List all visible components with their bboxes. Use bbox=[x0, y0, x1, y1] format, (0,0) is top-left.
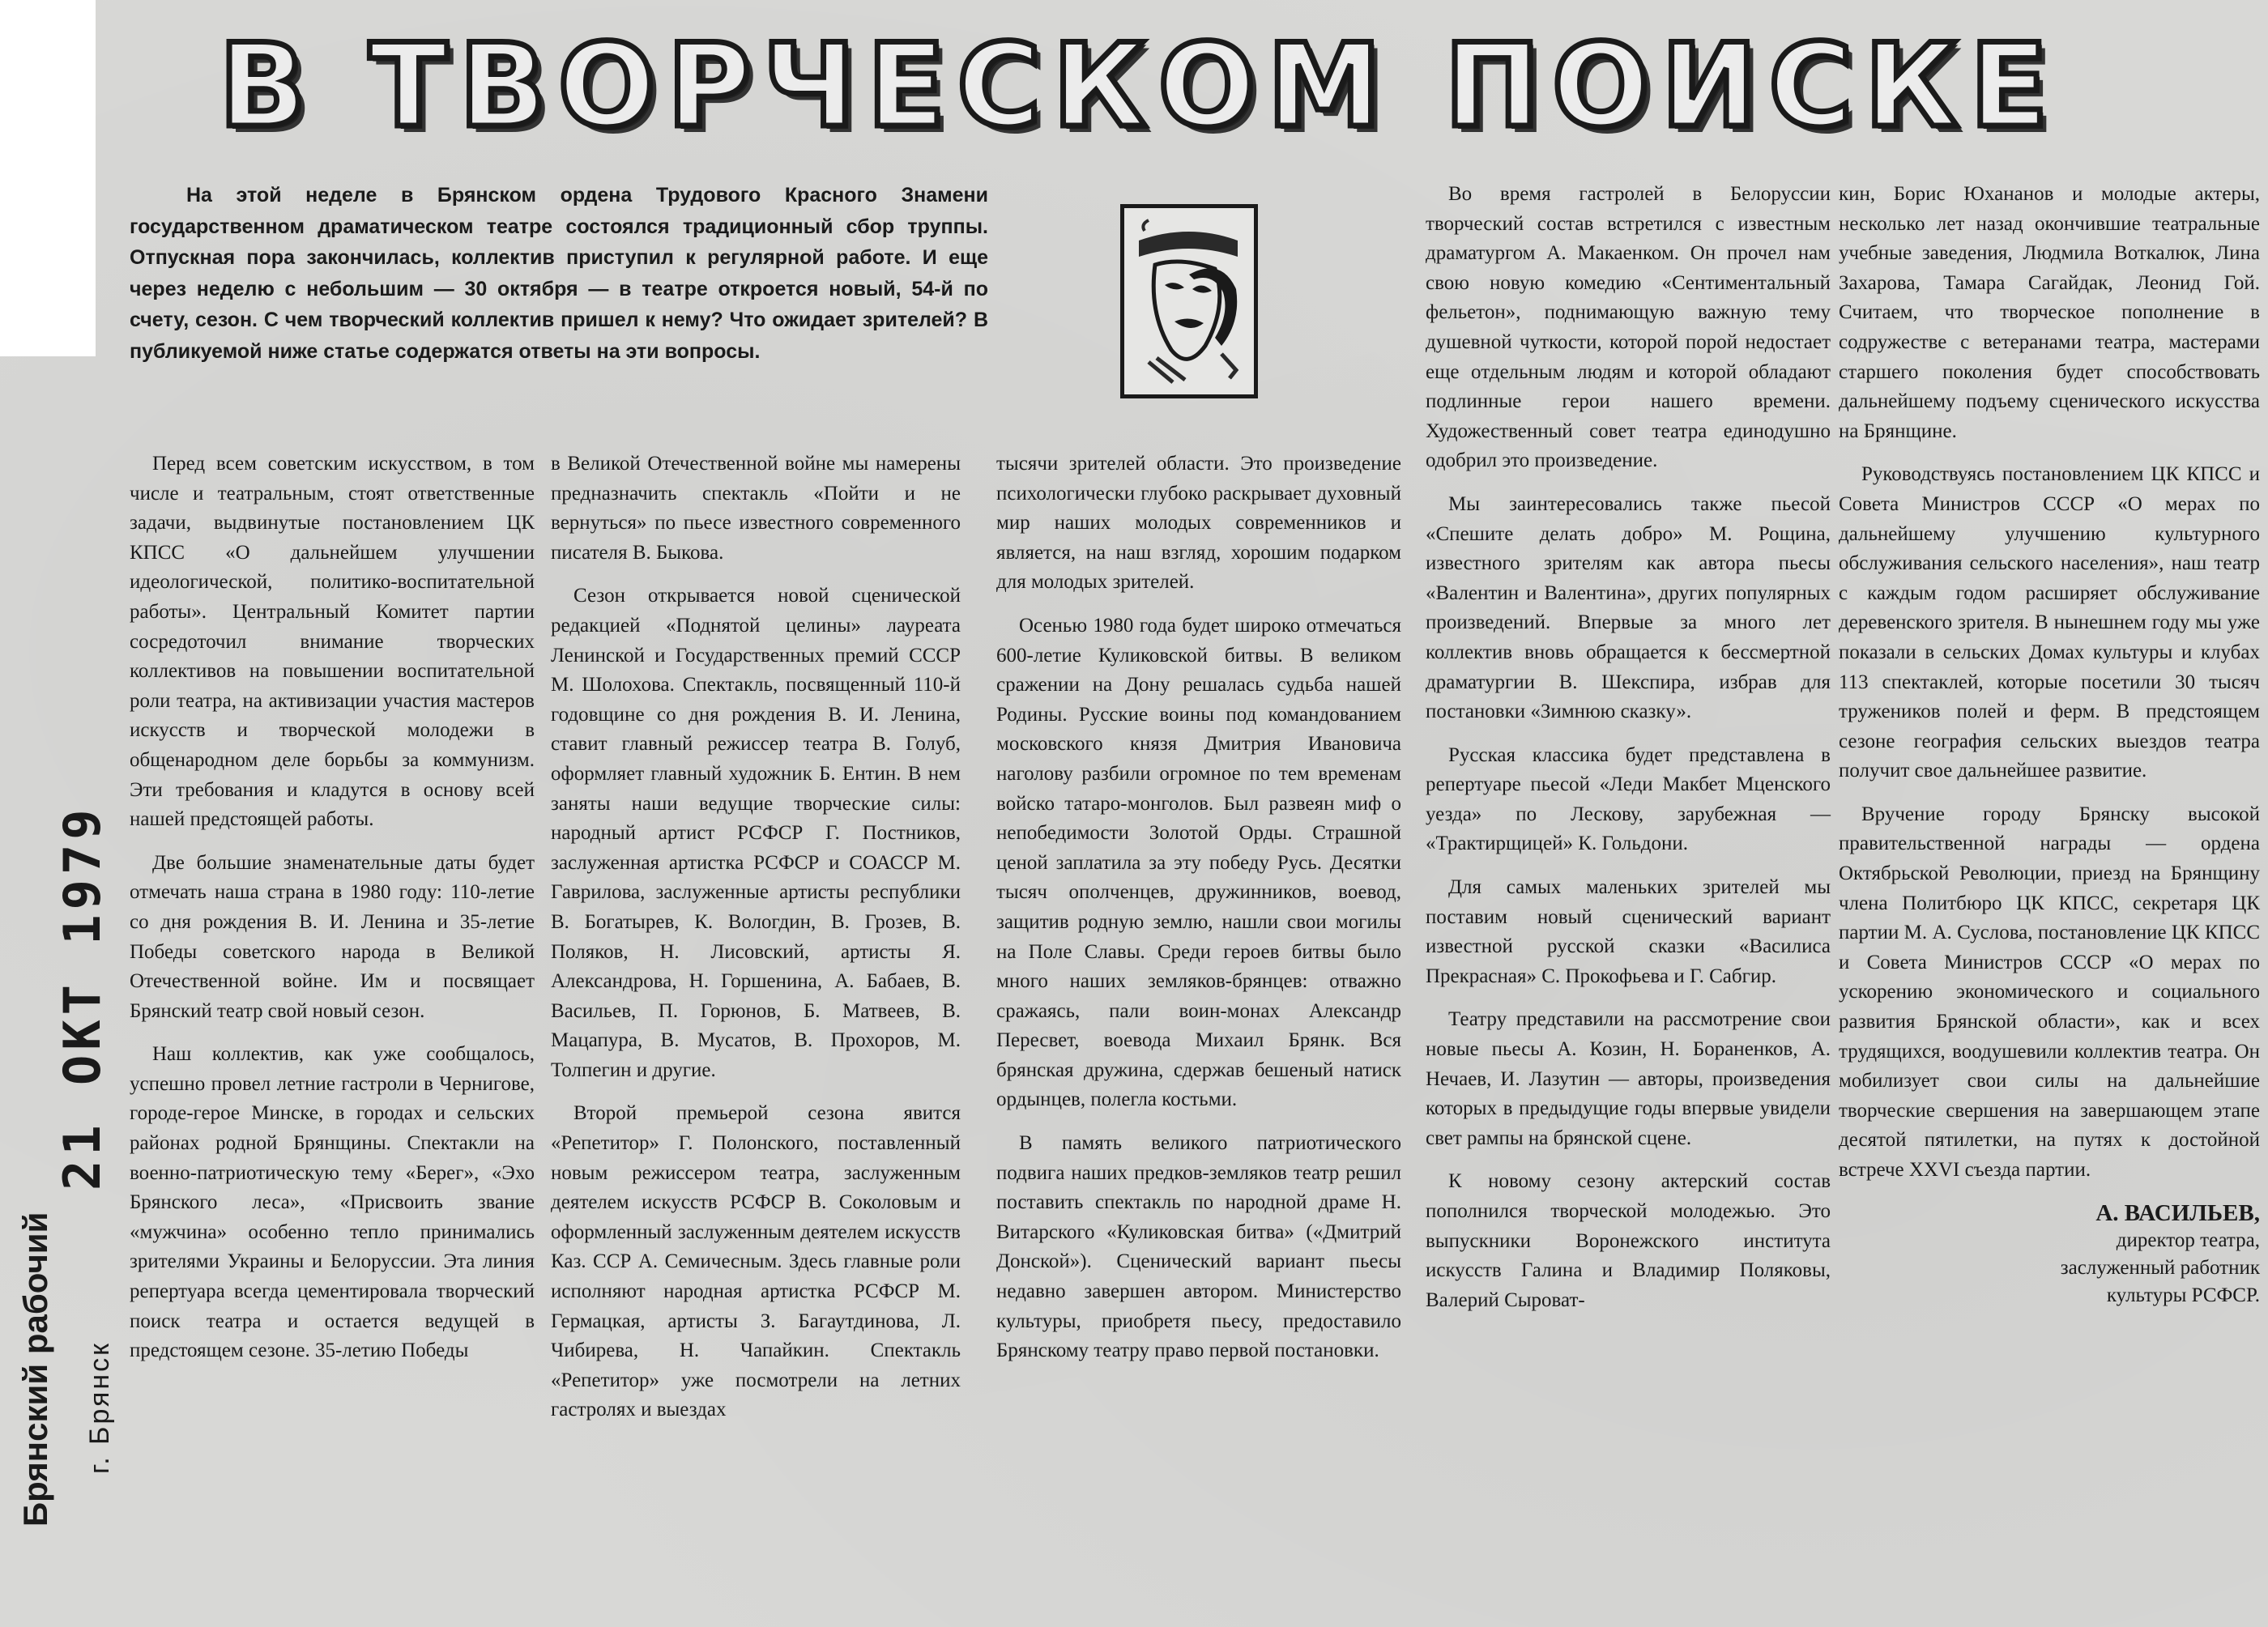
paragraph: тысячи зрителей области. Это произведение психологически глубоко раскрывает духовный мир наших молодых современников и является, на наш взгляд, хорошим подарком для молодых зрителей. bbox=[996, 453, 1401, 594]
paragraph: кин, Борис Юхананов и молодые актеры, несколько лет назад окончившие театральные учебные заведения, Людмила Воткалюк, Лина Захарова, Тамара Сагайдак, Леонид Гой. Считаем, что творческое пополнение в содружестве с ветеранами театра, мастерами старшего поколения будет способствовать дальнейшему подъему сценического искусства на Брянщине. bbox=[1839, 183, 2260, 442]
newspaper-city: г. Брянск bbox=[84, 1340, 115, 1474]
paragraph: Наш коллектив, как уже сообщалось, успешно провел летние гастроли в Чернигове, городе-герое Минске, в городах и сельских районах родной Брянщины. Спектакли на военно-патриотическую тему «Берег», «Эхо Брянского леса», «Присвоить звание «мужчина» особенно тепло принимались зрителями Украины и Белоруссии. Эта линия репертуара всегда цементировала творческий поиск театра и остается ведущей в предстоящем сезоне. 35-летию Победы bbox=[130, 1043, 535, 1362]
paragraph: В память великого патриотического подвига наших предков-земляков театр решил поставить спектакль по народной драме Н. Витарского «Куликовская битва» («Дмитрий Донской»). Сценический вариант пьесы недавно завершен автором. Министерство культуры, приобретя пьесу, предоставило Брянскому театру право первой постановки. bbox=[996, 1132, 1401, 1362]
paragraph: Второй премьерой сезона явится «Репетитор» Г. Полонского, поставленный новым режиссером театра, заслуженным деятелем искусств РСФСР В. Соколовым и оформленный заслуженным деятелем искусств Каз. ССР А. Семичесным. Здесь главные роли исполняют народная артистка РСФСР М. Гермацкая, артисты З. Багаутдинова, Л. Чибирева, Н. Чапайкин. Спектакль «Репетитор» уже посмотрели на летних гастролях и выездах bbox=[551, 1102, 961, 1421]
author-honor-cont: культуры РСФСР. bbox=[2106, 1284, 2260, 1306]
article-lead: На этой неделе в Брянском ордена Трудового Красного Знамени государственном драматическом театре состоялся традиционный сбор труппы. Отпускная пора закончилась, коллектив приступил к регулярной работе. И еще через неделю с небольшим — 30 октября — в театре откроется новый, 54-й по счету, сезон. С чем творческий коллектив пришел к нему? Что ожидает зрителей? В публикуемой ниже статье содержатся ответы на эти вопросы. bbox=[130, 184, 988, 363]
article-column-5 bbox=[1839, 180, 2260, 1310]
article-headline: В ТВОРЧЕСКОМ ПОИСКЕ bbox=[219, 19, 2060, 153]
paragraph: Сезон открывается новой сценической редакцией «Поднятой целины» лауреата Ленинской и Государственных премий СССР М. Шолохова. Спектакль, посвященный 110-й годовщине со дня рождения В. И. Ленина, ставит главный режиссер театра В. Голуб, оформляет главный художник Б. Ентин. В нем заняты наши ведущие творческие силы: народный артист РСФСР Г. Постников, заслуженная артистка РСФСР и СОАССР М. Гаврилова, заслуженные артисты республики В. Богатырев, К. Вологдин, В. Грозев, В. Поляков, Н. Лисовский, артисты Я. Александрова, Н. Горшенина, А. Бабаев, В. Васильев, П. Горюнов, Б. Матвеев, В. Мацапура, В. Мусатов, В. Прохоров, М. Толпегин и другие. bbox=[551, 585, 961, 1081]
paragraph: Руководствуясь постановлением ЦК КПСС и Совета Министров СССР «О мерах по дальнейшему улучшению культурного обслуживания сельского населения», наш театр с каждым годом расширяет обслуживание деревенского зрителя. В нынешнем году мы уже показали в сельских Домах культуры и клубах 113 спектаклей, которые посетили 30 тысяч тружеников полей и ферм. В предстоящем сезоне география сельских выездов театра получит свое дальнейшее развитие. bbox=[1839, 463, 2260, 782]
publication-date: 21 ОКТ 1979 bbox=[53, 804, 112, 1190]
theatre-mask-emblem bbox=[1124, 208, 1254, 394]
paragraph: в Великой Отечественной войне мы намерены предназначить спектакль «Пойти и не вернуться» по пьесе известного современного писателя В. Быкова. bbox=[551, 453, 961, 564]
paragraph: Во время гастролей в Белоруссии творческий состав встретился с известным драматургом А. Макаенком. Он прочел нам свою новую комедию «Сентиментальный фельетон», поднимающую важную тему душевной чуткости, которой порой недостает еще отдельным людям и которой обладают подлинные герои нашего времени. Художественный совет театра единодушно одобрил это произведение. bbox=[1426, 183, 1831, 472]
paragraph: Мы заинтересовались также пьесой «Спешите делать добро» М. Рощина, известного зрителям как автора пьесы «Валентин и Валентина», других популярных произведений. Впервые за много лет коллектив вновь обращается к бессмертной драматургии В. Шекспира, избрав для постановки «Зимнюю сказку». bbox=[1426, 492, 1831, 723]
paragraph: Для самых маленьких зрителей мы поставим новый сценический вариант известной русской сказки «Василиса Прекрасная» С. Прокофьева и Г. Сабгир. bbox=[1426, 876, 1831, 987]
paragraph: Вручение городу Брянску высокой правительственной награды — ордена Октябрьской Революции, приезд на Брянщину члена Политбюро ЦК КПСС, секретаря ЦК партии М. А. Суслова, постановление ЦК КПСС и Совета Министров СССР «О мерах по ускорению экономического и социального развития Брянской области», как и всех трудящихся, воодушевили коллектив театра. Он мобилизует свои силы на дальнейшие творческие свершения на завершающем этапе десятой пятилетки, на путях к достойной встрече XXVI съезда партии. bbox=[1839, 803, 2260, 1181]
theatre-mask-icon bbox=[1120, 204, 1258, 398]
author-name: А. ВАСИЛЬЕВ, bbox=[2095, 1199, 2260, 1226]
background-margin bbox=[0, 0, 96, 356]
paragraph: Перед всем советским искусством, в том числе и театральным, стоят ответственные задачи, выдвинутые постановлением ЦК КПСС «О дальнейшем улучшении идеологической, политико-воспитательной работы». Центральный Комитет партии сосредоточил внимание творческих коллективов на повышении воспитательной роли театра, на активизации участия мастеров искусств и творческой молодежи в общенародном деле борьбы за коммунизм. Эти требования и кладутся в основу всей нашей предстоящей работы. bbox=[130, 453, 535, 831]
newspaper-name: Брянский рабочий bbox=[16, 1212, 54, 1527]
author-title: директор театра, bbox=[2116, 1229, 2260, 1251]
article-column-1 bbox=[130, 449, 535, 1380]
article-column-2 bbox=[551, 449, 961, 1439]
paragraph: К новому сезону актерский состав пополнился творческой молодежью. Это выпускники Воронежского института искусств Галина и Владимир Поляковы, Валерий Сыроват- bbox=[1426, 1170, 1831, 1311]
paragraph: Театру представили на рассмотрение свои новые пьесы А. Козин, Н. Бораненков, А. Нечаев, И. Лазутин — авторы, произведения которых в предыдущие годы впервые увидели свет рампы на брянской сцене. bbox=[1426, 1008, 1831, 1149]
paragraph: Осенью 1980 года будет широко отмечаться 600-летие Куликовской битвы. В великом сражении на Дону решалась судьба нашей Родины. Русские воины под командованием московского князя Дмитрия Ивановича наголову разбили огромное по тем временам войско татаро-монголов. Был развеян миф о непобедимости Золотой Орды. Страшной ценой заплатила за эту победу Русь. Десятки тысяч ополченцев, дружинников, воевод, защитив родную землю, нашли свои могилы на Поле Славы. Среди героев битвы было много наших земляков-брянцев: отважно сражаясь, пали воин-монах Александр Пересвет, воевода Михаил Брянк. Вся брянская дружина, сдержав бешеный натиск ордынцев, полегла костьми. bbox=[996, 614, 1401, 1111]
article-column-4 bbox=[1426, 180, 1831, 1329]
article-column-3 bbox=[996, 449, 1401, 1380]
paragraph: Русская классика будет представлена в репертуаре пьесой «Леди Макбет Мценского уезда» по Лескову, зарубежная — «Трактирщицей» К. Гольдони. bbox=[1426, 743, 1831, 855]
paragraph: Две большие знаменательные даты будет отмечать наша страна в 1980 году: 110-летие со дня рождения В. И. Ленина и 35-летие Победы советского народа в Великой Отечественной войне. Им и посвящает Брянский театр свой новый сезон. bbox=[130, 851, 535, 1022]
author-honor: заслуженный работник bbox=[2060, 1256, 2260, 1279]
author-signature bbox=[1839, 1199, 2260, 1310]
newspaper-stamp bbox=[8, 348, 113, 1587]
